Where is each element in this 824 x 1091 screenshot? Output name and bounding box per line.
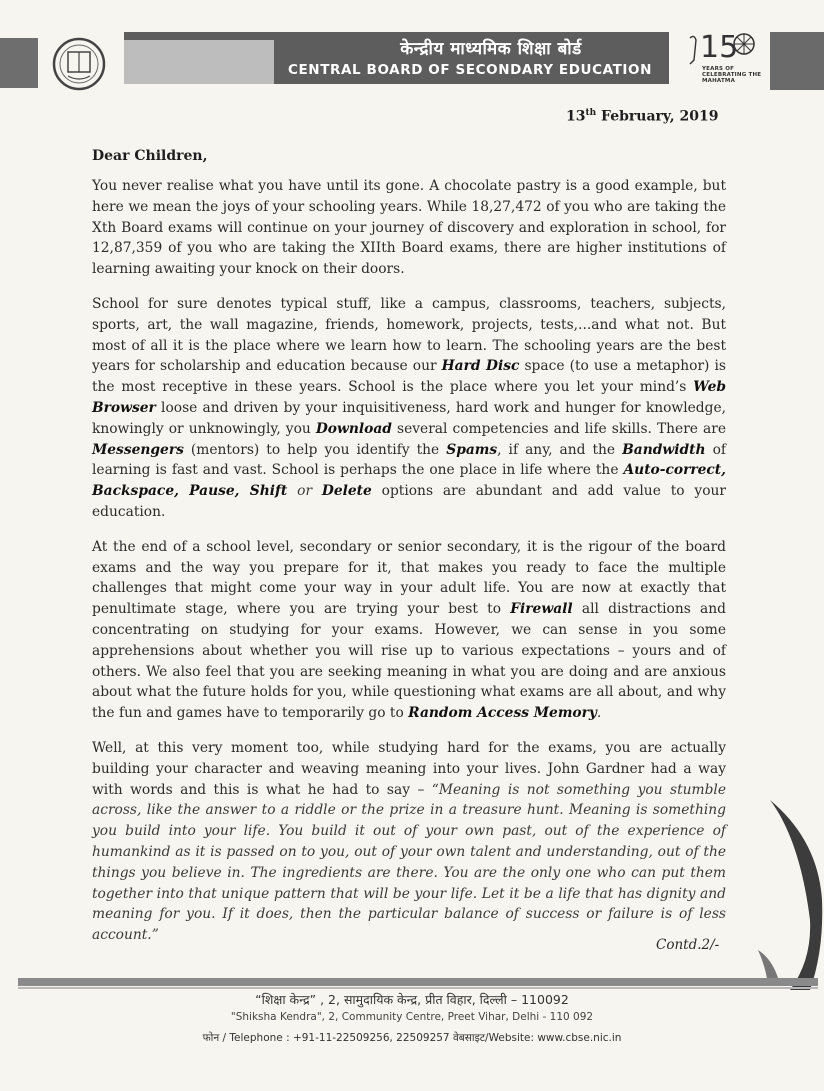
letter-body: [92, 176, 726, 946]
gardner-quote: “Meaning is not something you stumble across, like the answer to a riddle or the prize in a treasure hunt. Meaning is something you build into your life. You build it out of your own past, out of the experience of humankind as it is passed on to you, out of your own talent and understanding, out of the things you believe in. The ingredients are there. You are the only one who can put them together into that unique pattern that will be your life. Let it be a life that has dignity and meaning for you. If it does, then the particular balance of success or failure is of less account.”: [92, 781, 726, 944]
header-right-bar: [770, 32, 824, 90]
keyword: Auto-correct, Backspace, Pause, Shift: [92, 462, 726, 500]
keyword: Download: [315, 420, 392, 437]
address-hindi: “शिक्षा केन्द्र” , 2, सामुदायिक केन्द्र, प्रीत विहार, दिल्ली – 110092: [255, 992, 569, 1007]
keyword: Firewall: [510, 601, 573, 618]
contact-line: फोन / Telephone : +91-11-22509256, 22509257 वेबसाइट/Website: www.cbse.nic.in: [202, 1032, 622, 1044]
decorative-swoosh: [740, 800, 824, 990]
cbse-logo: [44, 36, 114, 92]
keyword: Bandwidth: [622, 441, 706, 458]
address-english: "Shiksha Kendra", 2, Community Centre, Preet Vihar, Delhi - 110 092: [230, 1011, 594, 1023]
keyword: Web Browser: [92, 379, 726, 416]
paragraph-2: School for sure denotes typical stuff, like a campus, classrooms, teachers, subjects, sports, art, the wall magazine, friends, homework, projects, tests,...and what not. But most of all it is the place where we learn how to learn. The schooling years are the best years for scholarship and education because our Hard Disc space (to use a metaphor) is the most receptive in these years. School is the place where you let your mind’s Web Browser loose and driven by your inquisitiveness, hard work and hunger for knowledge, knowingly or unknowingly, you Download several competencies and life skills. There are Messengers (mentors) to help you identify the Spams, if any, and the Bandwidth of learning is fast and vast. School is perhaps the one place in life where the Auto-correct, Backspace, Pause, Shift or Delete options are abundant and add value to your education.: [92, 295, 727, 520]
paragraph-3: At the end of a school level, secondary or senior secondary, it is the rigour of the board exams and the way you prepare for it, that makes you ready to face the multiple challenges that might come your way in your adult life. You are now at exactly that penultimate stage, where you are trying your best to Firewall all distractions and concentrating on studying for your exams. However, we can sense in you some apprehensions about whether you will rise up to various expectations – yours and of others. We also feel that you are seeking meaning in what you are doing and are anxious about what the future holds for you, while questioning what exams are all about, and why the fun and games have to temporarily go to Random Access Memory.: [92, 538, 726, 722]
footer-rule-thin: [18, 987, 818, 989]
board-name-english: CENTRAL BOARD OF SECONDARY EDUCATION: [287, 62, 653, 78]
anniversary-number: 15: [700, 30, 739, 65]
letter-date: 13th February, 2019: [566, 108, 719, 125]
header-left-bar: [0, 38, 38, 88]
keyword: Random Access Memory: [408, 705, 597, 722]
greeting: Dear Children,: [92, 148, 208, 164]
keyword: Hard Disc: [441, 358, 520, 375]
header-band-accent: [124, 40, 274, 84]
paragraph-4: Well, at this very moment too, while studying hard for the exams, you are actually building your character and weaving meaning into your lives. John Gardner had a way with words and this is what he had to say – “Meaning is not something you stumble across, like the answer to a riddle or the prize in a treasure hunt. Meaning is something you build into your life. You build it out of your own past, out of the experience of humankind as it is passed on to you, out of your own talent and understanding, out of the things you believe in. The ingredients are there. You are the only one who can put them together into that unique pattern that will be your life. Let it be a life that has dignity and meaning for you. If it does, then the particular balance of success or failure is of less account.”: [92, 739, 726, 944]
continued-marker: Contd.2/-: [656, 937, 720, 953]
paragraph-1: You never realise what you have until its gone. A chocolate pastry is a good example, but here we mean the joys of your schooling years. While 18,27,472 of you who are taking the Xth Board exams will continue on your journey of discovery and exploration in school, for 12,87,359 of you who are taking the XIIth Board exams, there are higher institutions of learning awaiting your knock on their doors.: [92, 178, 726, 278]
keyword: Spams: [446, 441, 498, 458]
footer-rule: [18, 978, 818, 986]
board-name-hindi: केन्द्रीय माध्यमिक शिक्षा बोर्ड: [400, 39, 582, 59]
keyword: Delete: [321, 483, 372, 500]
anniversary-caption: YEARS OF CELEBRATING THE MAHATMA: [702, 66, 762, 84]
keyword: Messengers: [92, 441, 184, 458]
